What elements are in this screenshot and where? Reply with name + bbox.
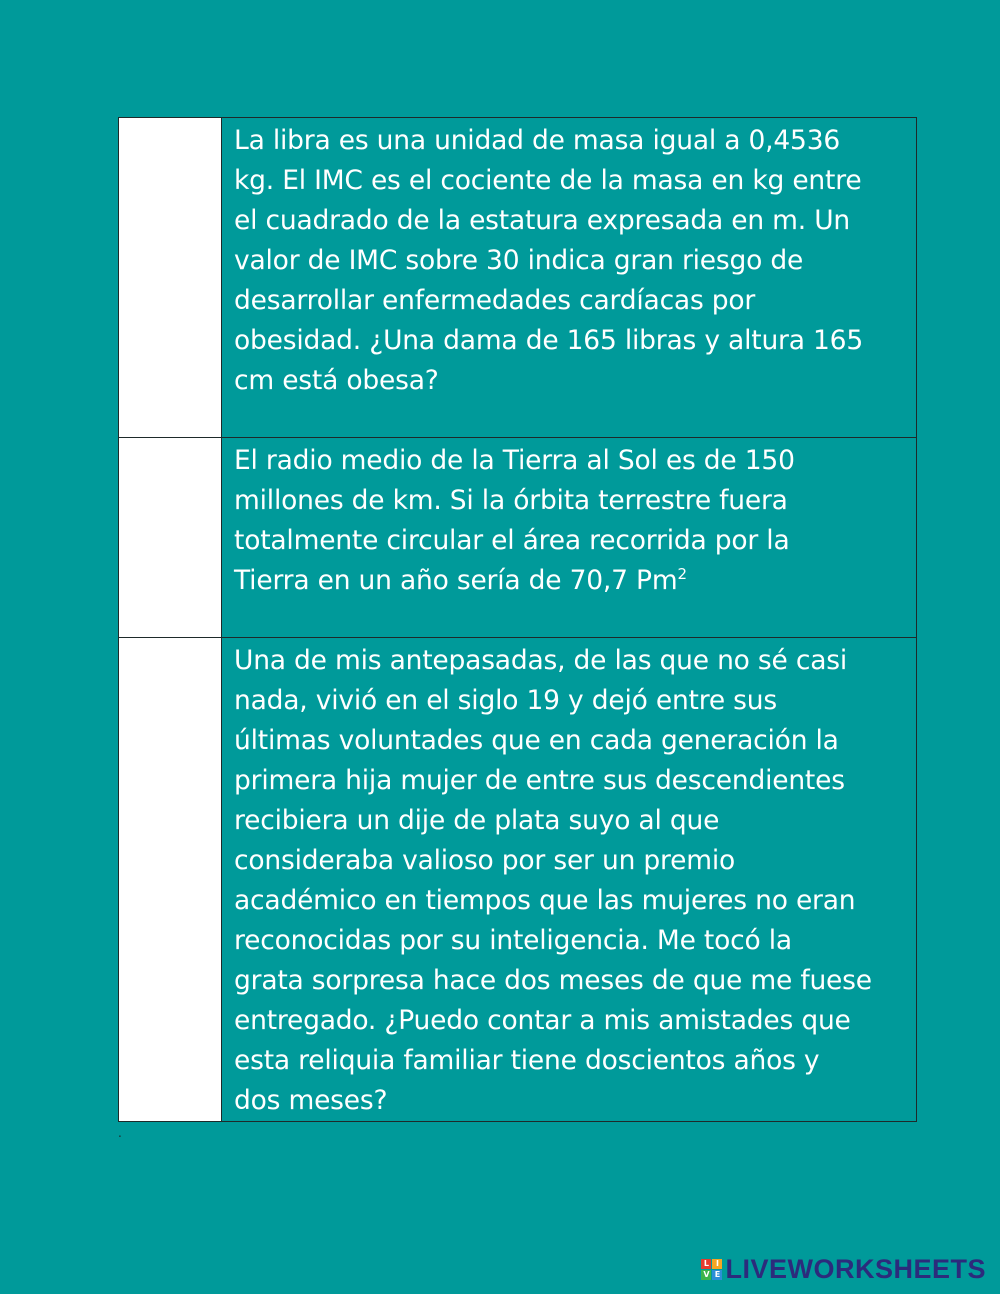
footer-dot: . [118, 1126, 122, 1140]
superscript-exponent: 2 [677, 565, 687, 584]
logo-tile: E [712, 1270, 722, 1280]
question-text [222, 438, 916, 601]
answer-box[interactable] [119, 638, 222, 1122]
exercise-table [118, 117, 917, 1122]
exercise-row [119, 118, 917, 438]
question-cell [222, 118, 917, 438]
question-text: Una de mis antepasadas, de las que no sé casi nada, vivió en el siglo 19 y dejó entre sus últimas voluntades que en cada generación la primera hija mujer de entre sus descendientes recibiera un dije de plata suyo al que consideraba valioso por ser un premio académico en tiempos que las mujeres no eran reconocidas por su inteligencia. Me tocó la grata sorpresa hace dos meses de que me fuese entregado. ¿Puedo contar a mis amistades que esta reliquia familiar tiene doscientos años y dos meses? [234, 645, 872, 1116]
logo-tile: I [712, 1259, 722, 1269]
liveworksheets-logo-icon [701, 1259, 722, 1280]
question-cell [222, 638, 917, 1122]
answer-box[interactable] [119, 438, 222, 638]
exercise-row [119, 638, 917, 1122]
exercise-row [119, 438, 917, 638]
logo-tile: L [701, 1259, 711, 1269]
brand-logo [701, 1254, 986, 1285]
brand-name: LIVEWORKSHEETS [725, 1254, 986, 1284]
logo-tile: V [703, 1270, 710, 1279]
question-cell [222, 438, 917, 638]
question-text-body: El radio medio de la Tierra al Sol es de 150 millones de km. Si la órbita terrestre fuera totalmente circular el área recorrida por la Tierra en un año sería de 70,7 Pm [234, 445, 795, 596]
question-text: La libra es una unidad de masa igual a 0,4536 kg. El IMC es el cociente de la masa en kg entre el cuadrado de la estatura expresada en m. Un valor de IMC sobre 30 indica gran riesgo de desarrollar enfermedades cardíacas por obesidad. ¿Una dama de 165 libras y altura 165 cm está obesa? [234, 125, 863, 396]
answer-box[interactable] [119, 118, 222, 438]
